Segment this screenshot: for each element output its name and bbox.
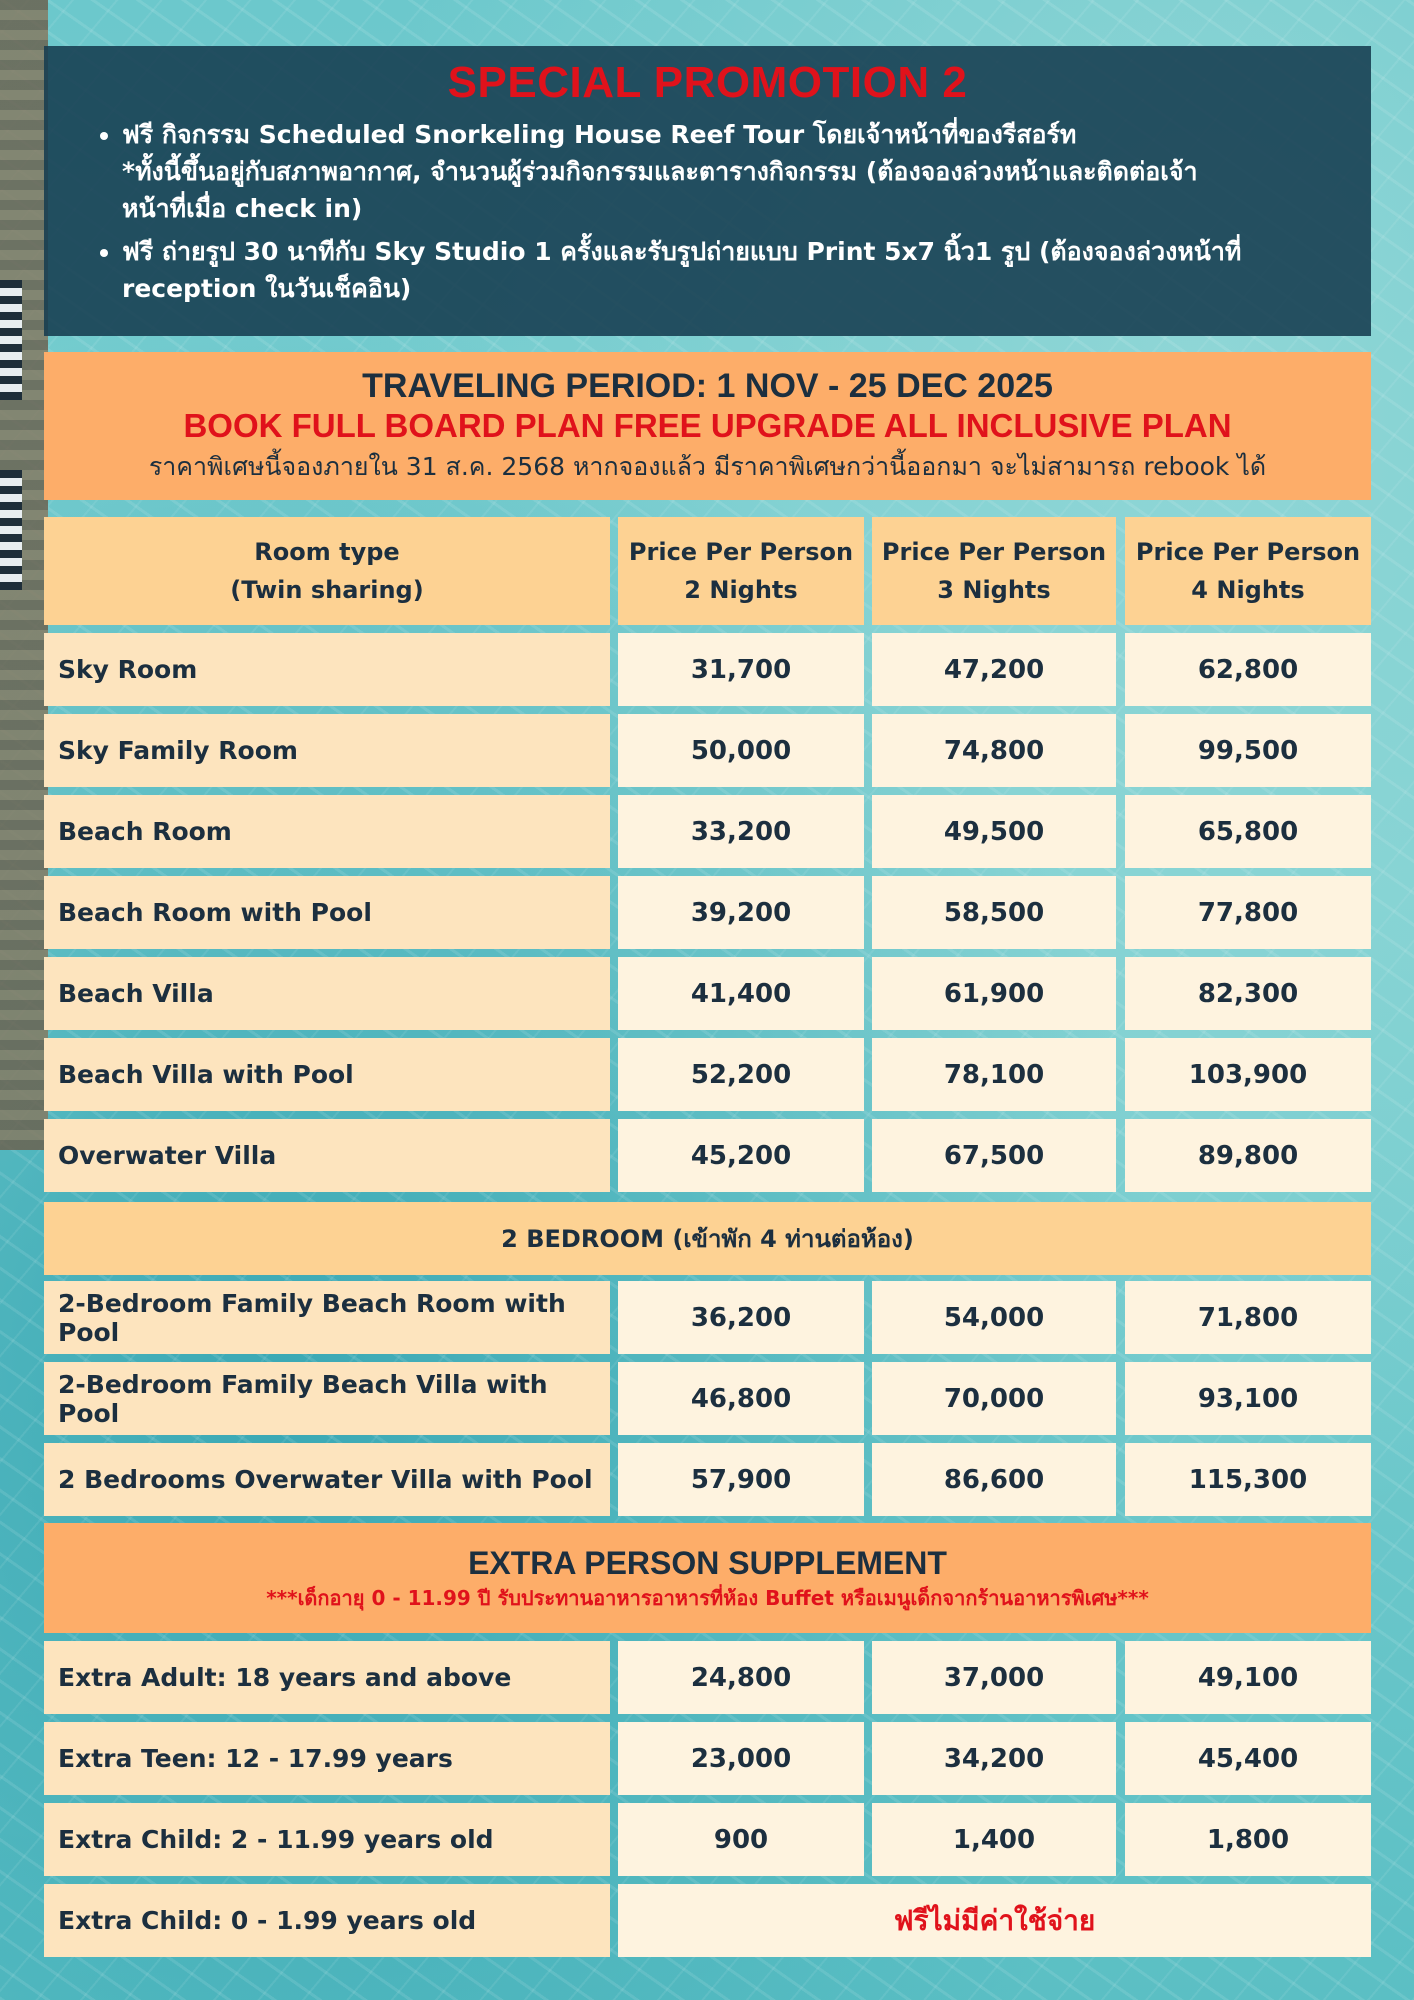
price-4-nights: 45,400 xyxy=(1125,1722,1371,1795)
header-price-4-nights xyxy=(1125,517,1371,625)
extra-person-banner xyxy=(44,1523,1371,1633)
price-2-nights: 33,200 xyxy=(618,795,864,868)
header-line: Price Per Person xyxy=(1135,538,1361,566)
room-name: Extra Teen: 12 - 17.99 years xyxy=(44,1722,610,1795)
price-3-nights: 74,800 xyxy=(872,714,1116,787)
promo-title: SPECIAL PROMOTION 2 xyxy=(447,58,968,107)
header-line: Room type xyxy=(254,538,400,566)
price-3-nights: 70,000 xyxy=(872,1362,1116,1435)
price-4-nights: 89,800 xyxy=(1125,1119,1371,1192)
price-3-nights: 61,900 xyxy=(872,957,1116,1030)
price-4-nights: 103,900 xyxy=(1125,1038,1371,1111)
promo-text: หน้าที่เมื่อ check in) xyxy=(122,194,363,223)
price-2-nights: 900 xyxy=(618,1803,864,1876)
booking-condition-note: ราคาพิเศษนี้จองภายใน 31 ส.ค. 2568 หากจองแล้ว มีราคาพิเศษกว่านี้ออกมา จะไม่สามารถ rebook ได้ xyxy=(148,452,1267,481)
room-name: Extra Adult: 18 years and above xyxy=(44,1641,610,1714)
price-2-nights: 39,200 xyxy=(618,876,864,949)
price-2-nights: 50,000 xyxy=(618,714,864,787)
special-promotion-panel xyxy=(44,46,1371,336)
header-line: 4 Nights xyxy=(1191,576,1305,604)
price-2-nights: 52,200 xyxy=(618,1038,864,1111)
promo-item xyxy=(122,233,1331,307)
header-line: Price Per Person xyxy=(628,538,854,566)
price-4-nights: 71,800 xyxy=(1125,1281,1371,1354)
price-2-nights: 41,400 xyxy=(618,957,864,1030)
price-2-nights: 31,700 xyxy=(618,633,864,706)
header-line: 2 Nights xyxy=(684,576,798,604)
header-room-type xyxy=(44,517,610,625)
price-4-nights: 93,100 xyxy=(1125,1362,1371,1435)
traveling-period-title: TRAVELING PERIOD: 1 NOV - 25 DEC 2025 xyxy=(362,367,1053,405)
price-4-nights: 65,800 xyxy=(1125,795,1371,868)
price-3-nights: 86,600 xyxy=(872,1443,1116,1516)
traveling-period-banner xyxy=(44,352,1371,500)
room-name: Extra Child: 0 - 1.99 years old xyxy=(44,1884,610,1957)
price-4-nights: 77,800 xyxy=(1125,876,1371,949)
room-name: 2-Bedroom Family Beach Room with Pool xyxy=(44,1281,610,1354)
promo-text: • ฟรี กิจกรรม Scheduled Snorkeling House Reef Tour โดยเจ้าหน้าที่ของรีสอร์ท xyxy=(122,120,1077,149)
price-2-nights: 57,900 xyxy=(618,1443,864,1516)
price-2-nights: 45,200 xyxy=(618,1119,864,1192)
header-line: (Twin sharing) xyxy=(230,576,424,604)
promo-list xyxy=(84,116,1331,307)
header-price-3-nights xyxy=(872,517,1116,625)
promo-text: • ฟรี ถ่ายรูป 30 นาทีกับ Sky Studio 1 ครั้งและรับรูปถ่ายแบบ Print 5x7 นิ้ว1 รูป (ต้องจองล่วงหน้าที่ xyxy=(122,237,1242,266)
price-4-nights: 82,300 xyxy=(1125,957,1371,1030)
header-line: 3 Nights xyxy=(937,576,1051,604)
promo-item xyxy=(122,116,1331,227)
free-of-charge-label: ฟรีไม่มีค่าใช้จ่าย xyxy=(618,1884,1371,1957)
supplement-title: EXTRA PERSON SUPPLEMENT xyxy=(468,1545,947,1581)
price-3-nights: 67,500 xyxy=(872,1119,1116,1192)
price-4-nights: 115,300 xyxy=(1125,1443,1371,1516)
room-name: Extra Child: 2 - 11.99 years old xyxy=(44,1803,610,1876)
room-name: 2 Bedrooms Overwater Villa with Pool xyxy=(44,1443,610,1516)
price-2-nights: 23,000 xyxy=(618,1722,864,1795)
price-4-nights: 99,500 xyxy=(1125,714,1371,787)
promo-text: reception ในวันเช็คอิน) xyxy=(122,274,412,303)
price-3-nights: 78,100 xyxy=(872,1038,1116,1111)
price-4-nights: 62,800 xyxy=(1125,633,1371,706)
price-2-nights: 36,200 xyxy=(618,1281,864,1354)
price-3-nights: 49,500 xyxy=(872,795,1116,868)
price-3-nights: 54,000 xyxy=(872,1281,1116,1354)
price-4-nights: 49,100 xyxy=(1125,1641,1371,1714)
price-3-nights: 47,200 xyxy=(872,633,1116,706)
price-3-nights: 1,400 xyxy=(872,1803,1116,1876)
room-name: Beach Room with Pool xyxy=(44,876,610,949)
two-bedroom-section-header: 2 BEDROOM (เข้าพัก 4 ท่านต่อห้อง) xyxy=(44,1202,1371,1275)
price-2-nights: 46,800 xyxy=(618,1362,864,1435)
price-3-nights: 58,500 xyxy=(872,876,1116,949)
room-name: Beach Room xyxy=(44,795,610,868)
room-name: Beach Villa with Pool xyxy=(44,1038,610,1111)
umbrella-decoration xyxy=(0,280,22,400)
promo-text: *ทั้งนี้ขึ้นอยู่กับสภาพอากาศ, จำนวนผู้ร่วมกิจกรรมและตารางกิจกรรม (ต้องจองล่วงหน้าและติดต่อเจ้า xyxy=(122,157,1198,186)
header-price-2-nights xyxy=(618,517,864,625)
header-line: Price Per Person xyxy=(881,538,1107,566)
room-name: Sky Family Room xyxy=(44,714,610,787)
umbrella-decoration xyxy=(0,470,22,590)
price-2-nights: 24,800 xyxy=(618,1641,864,1714)
room-name: 2-Bedroom Family Beach Villa with Pool xyxy=(44,1362,610,1435)
supplement-note: ***เด็กอายุ 0 - 11.99 ปี รับประทานอาหารอาหารที่ห้อง Buffet หรือเมนูเด็กจากร้านอาหารพิเศษ*** xyxy=(266,1586,1149,1610)
price-3-nights: 37,000 xyxy=(872,1641,1116,1714)
room-name: Beach Villa xyxy=(44,957,610,1030)
room-name: Sky Room xyxy=(44,633,610,706)
price-3-nights: 34,200 xyxy=(872,1722,1116,1795)
upgrade-offer-title: BOOK FULL BOARD PLAN FREE UPGRADE ALL INCLUSIVE PLAN xyxy=(183,407,1232,444)
price-4-nights: 1,800 xyxy=(1125,1803,1371,1876)
room-name: Overwater Villa xyxy=(44,1119,610,1192)
